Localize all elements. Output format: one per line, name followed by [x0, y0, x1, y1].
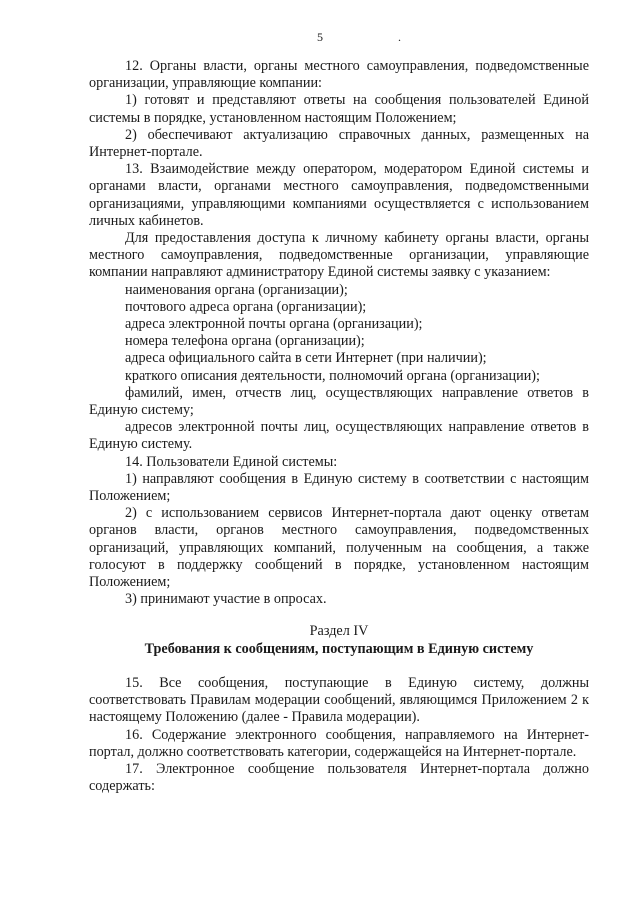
page-number: 5	[317, 30, 323, 44]
document-body	[89, 58, 589, 795]
paragraph-16: 16. Содержание электронного сообщения, направляемого на Интернет-портал, должно соответствовать категории, содержащейся на Интернет-портале.	[89, 726, 589, 760]
list-item: краткого описания деятельности, полномочий органа (организации);	[125, 367, 540, 384]
paragraph-14-item-3: 3) принимают участие в опросах.	[125, 591, 327, 608]
section-title: Требования к сообщениям, поступающим в Единую систему	[144, 640, 534, 657]
list-item: почтового адреса органа (организации);	[125, 298, 367, 315]
list-item: наименования органа (организации);	[125, 281, 348, 298]
list-item: фамилий, имен, отчеств лиц, осуществляющих направление ответов в Единую систему;	[89, 384, 589, 419]
paragraph-14: 14. Пользователи Единой системы:	[125, 453, 338, 470]
paragraph-12-item-2: 2) обеспечивают актуализацию справочных данных, размещенных на Интернет-портале.	[89, 126, 589, 161]
list-item: адреса официального сайта в сети Интернет (при наличии);	[125, 350, 487, 367]
list-item: адресов электронной почты лиц, осуществляющих направление ответов в Единую систему.	[89, 419, 589, 453]
paragraph-14-item-1: 1) направляют сообщения в Единую систему в соответствии с настоящим Положением;	[89, 470, 589, 505]
paragraph-14-item-2: 2) с использованием сервисов Интернет-портала дают оценку ответам органов власти, органов местного самоуправления, подведомственных организаций, управляющих компаний, полученным на сообщения, а также голосуют в поддержку сообщений в порядке, установленном настоящим Положением;	[89, 505, 589, 591]
paragraph-17: 17. Электронное сообщение пользователя Интернет-портала должно содержать:	[89, 760, 589, 795]
list-item: адреса электронной почты органа (организации);	[125, 316, 423, 333]
paragraph-12-item-1: 1) готовят и представляют ответы на сообщения пользователей Единой системы в порядке, установленном настоящим Положением;	[89, 92, 589, 126]
paragraph-13-access: Для предоставления доступа к личному кабинету органы власти, органы местного самоуправления, подведомственные организации, управляющие компании направляют администратору Единой системы заявку с указанием:	[89, 230, 589, 281]
section-number: Раздел IV	[309, 622, 369, 639]
page-mark: .	[398, 30, 401, 44]
list-item: номера телефона органа (организации);	[125, 333, 365, 350]
paragraph-13: 13. Взаимодействие между оператором, модератором Единой системы и органами власти, органами местного самоуправления, подведомственными организациями, управляющими компаниями осуществляется с использованием личных кабинетов.	[89, 161, 589, 229]
paragraph-12: 12. Органы власти, органы местного самоуправления, подведомственные организации, управляющие компании:	[89, 58, 589, 92]
paragraph-15: 15. Все сообщения, поступающие в Единую систему, должны соответствовать Правилам модерации сообщений, являющимся Приложением 2 к настоящему Положению (далее - Правила модерации).	[89, 674, 589, 726]
